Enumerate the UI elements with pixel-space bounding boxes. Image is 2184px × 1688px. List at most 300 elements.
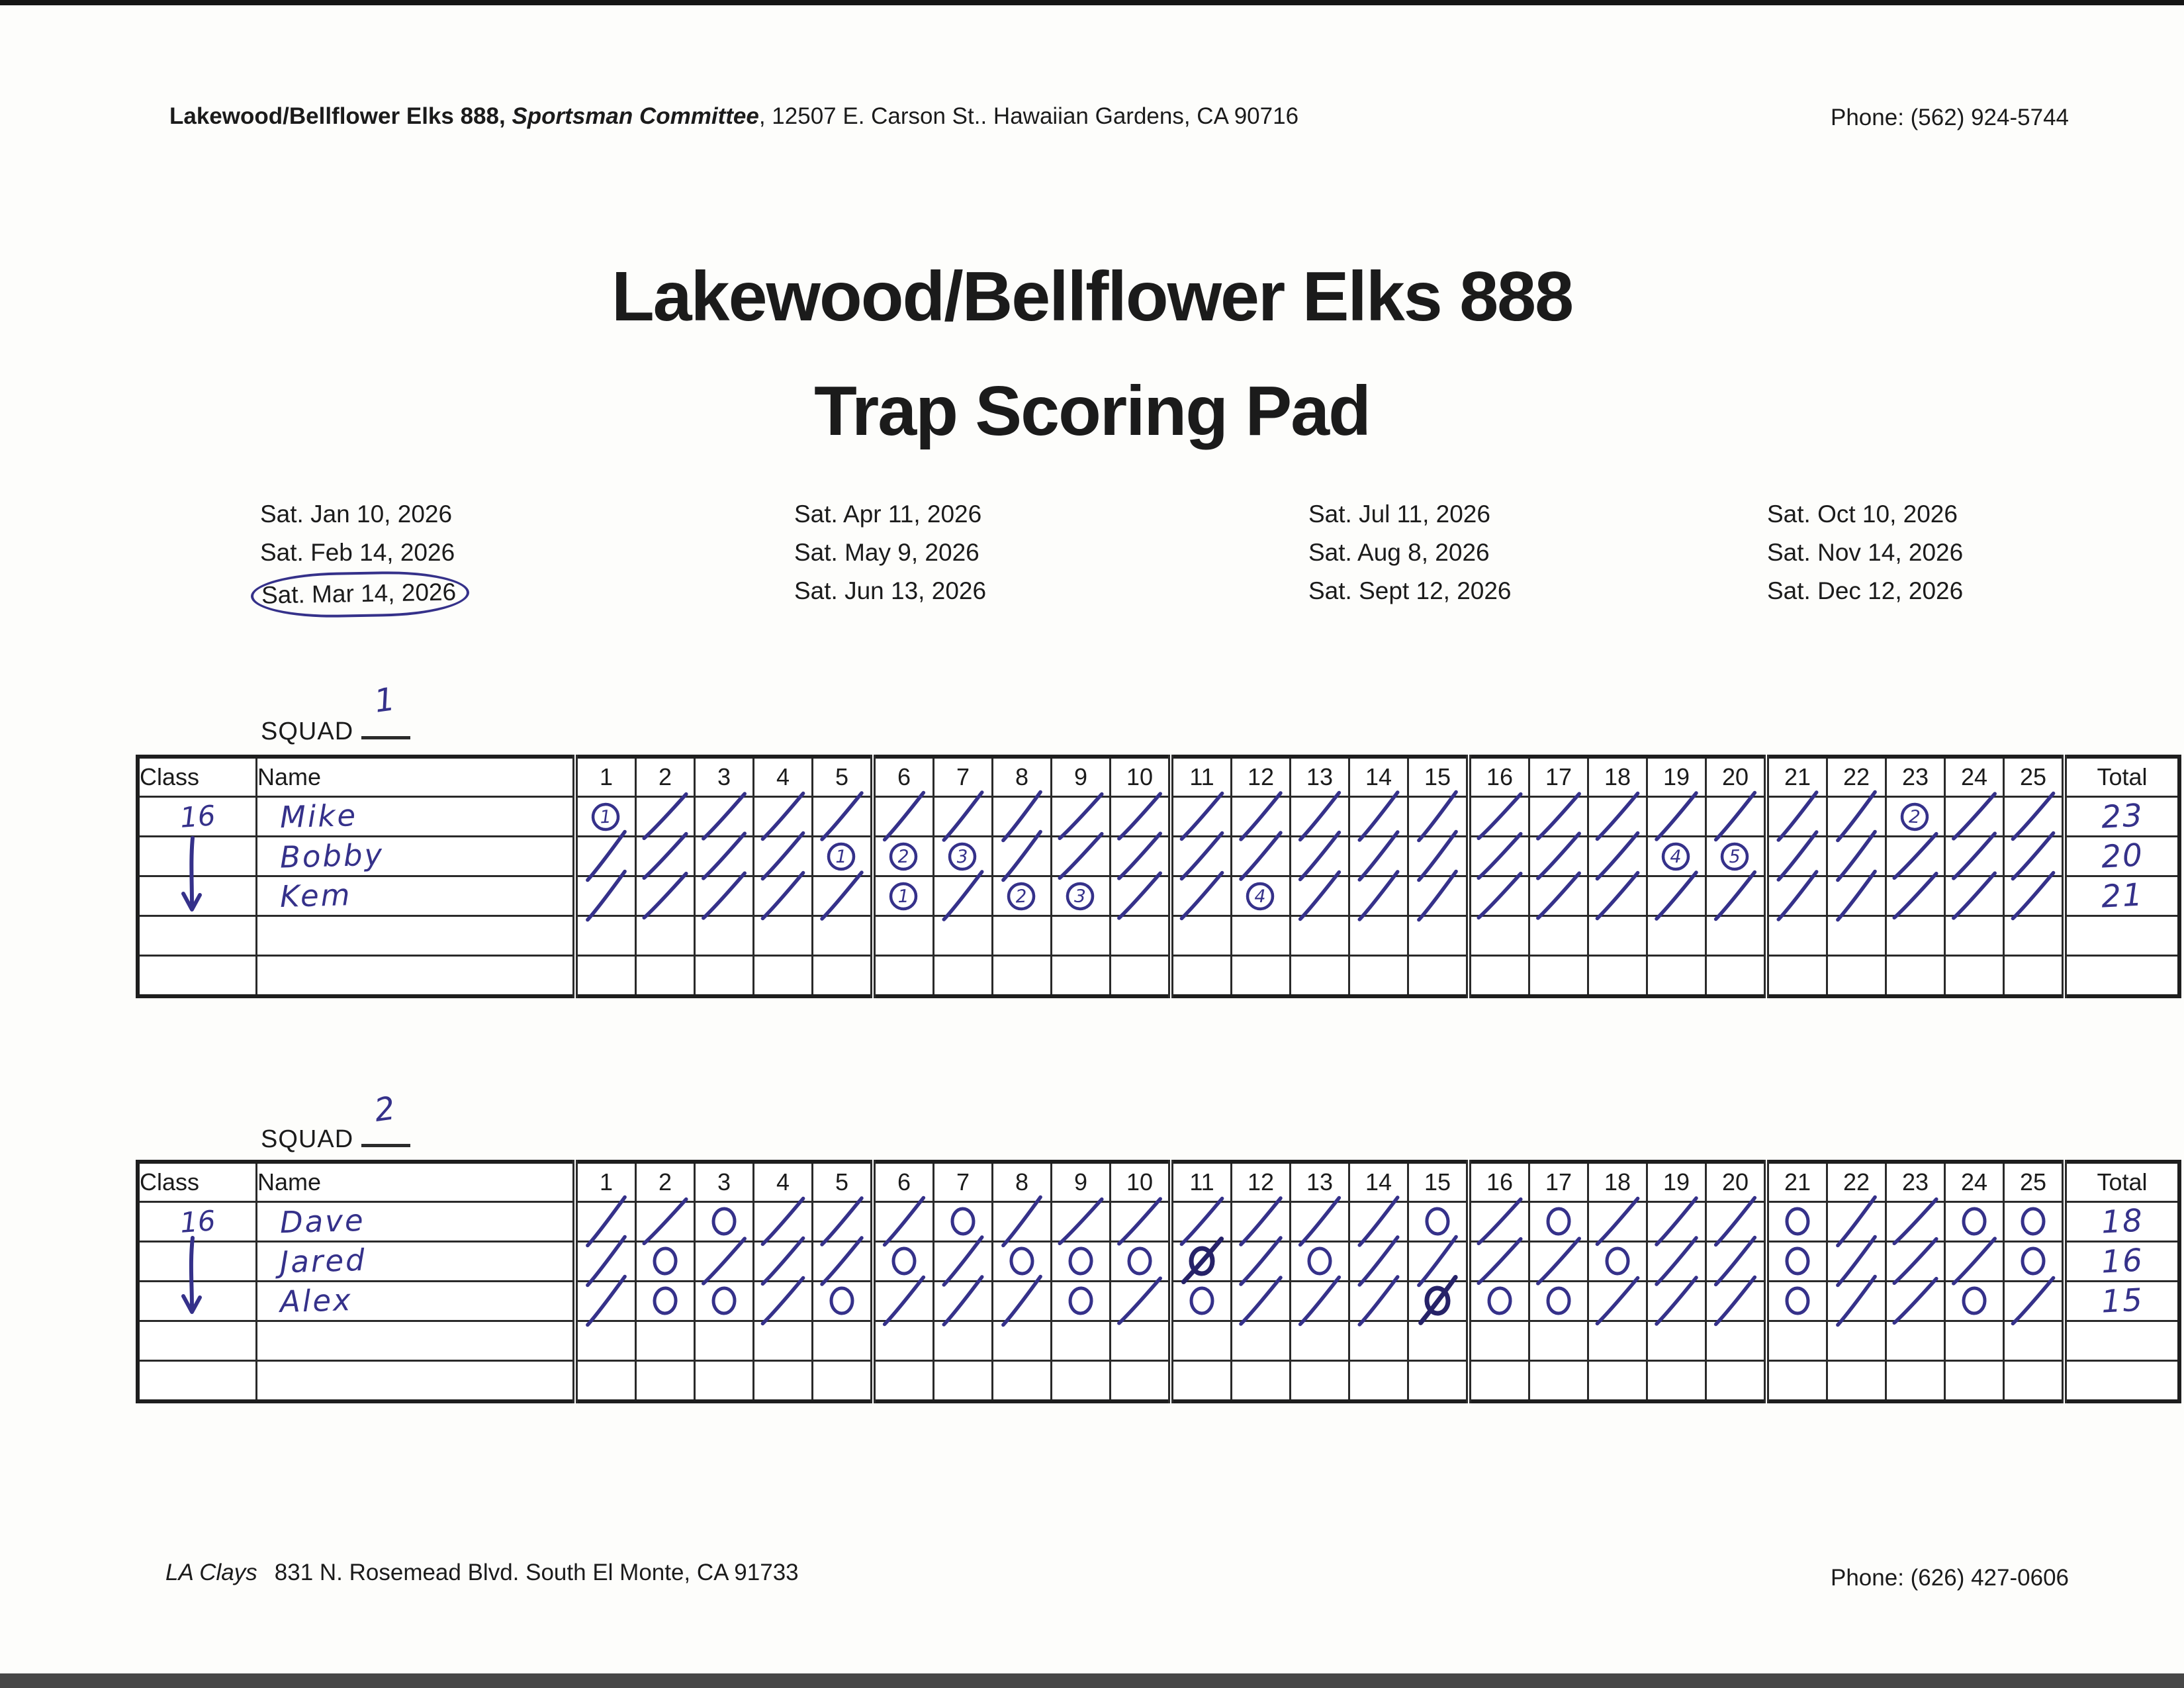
- score-cell: [1232, 956, 1291, 997]
- score-cell: [993, 1202, 1052, 1242]
- hit-slash-mark: [1111, 1202, 1169, 1242]
- date-item: Sat. Nov 14, 2026: [1767, 539, 1964, 566]
- org-address: , 12507 E. Carson St.. Hawaiian Gardens, CA 90716: [758, 103, 1299, 129]
- target-number-header: 7: [934, 1162, 993, 1202]
- hit-slash-mark: [1886, 836, 1945, 876]
- score-cell: [873, 956, 934, 997]
- score-cell: [1291, 1282, 1349, 1321]
- hit-slash-mark: [1471, 876, 1529, 916]
- hit-slash-mark: [754, 1202, 812, 1241]
- score-cell: [1945, 837, 2004, 876]
- target-number-header: 11: [1171, 757, 1232, 797]
- score-cell: [934, 1202, 993, 1242]
- hit-slash-mark: [1173, 876, 1231, 915]
- score-cell: [1291, 837, 1349, 876]
- score-cell: [695, 876, 754, 916]
- hit-slash-mark: [1408, 876, 1467, 916]
- score-cell: [754, 1202, 813, 1242]
- score-cell: [873, 797, 934, 837]
- total-cell: 16: [2064, 1242, 2179, 1282]
- score-cell: [1469, 837, 1529, 876]
- score-cell: [2004, 1321, 2065, 1361]
- hit-slash-mark: [1173, 1202, 1231, 1241]
- date-item: Sat. Jul 11, 2026: [1308, 500, 1490, 528]
- hit-slash-mark: [1945, 876, 2003, 916]
- venue-address: 831 N. Rosemead Blvd. South El Monte, CA 91733: [274, 1560, 799, 1585]
- score-cell: [1588, 837, 1647, 876]
- score-cell: [1469, 797, 1529, 837]
- hit-slash-mark: [1349, 837, 1408, 876]
- score-cell: [575, 1282, 636, 1321]
- score-cell: [636, 956, 695, 997]
- hit-slash-mark: [1052, 836, 1111, 876]
- total-cell: [2064, 956, 2179, 997]
- score-cell: [695, 1361, 754, 1402]
- circled-number-miss-mark: [1648, 837, 1705, 875]
- score-cell: [1945, 916, 2004, 956]
- score-cell: [1111, 837, 1171, 876]
- score-cell: [1588, 797, 1647, 837]
- miss-circle-mark: [1529, 1282, 1588, 1321]
- target-number-header: 13: [1291, 757, 1349, 797]
- hit-slash-mark: [1349, 1202, 1408, 1242]
- circled-number-miss-mark: [577, 796, 636, 837]
- score-cell: [2004, 1282, 2065, 1321]
- score-cell: [1171, 876, 1232, 916]
- target-number-header: 14: [1349, 1162, 1408, 1202]
- target-number-header: 22: [1827, 757, 1886, 797]
- hit-slash-mark: [2005, 797, 2062, 835]
- squad-label-text: SQUAD: [261, 718, 354, 745]
- score-cell: [1171, 916, 1232, 956]
- target-number-header: 21: [1766, 757, 1827, 797]
- score-cell: [1291, 1321, 1349, 1361]
- hit-slash-mark: [636, 1201, 695, 1242]
- score-cell: [1529, 1202, 1588, 1242]
- score-cell: [1886, 1361, 1945, 1402]
- hit-slash-mark: [1052, 1201, 1111, 1242]
- score-cell: [1886, 1242, 1945, 1282]
- hit-slash-mark: [1768, 797, 1827, 837]
- class-cell: 16: [138, 797, 257, 837]
- score-cell: [1647, 916, 1706, 956]
- score-cell: [1469, 876, 1529, 916]
- score-cell: [934, 797, 993, 837]
- target-number-header: 3: [695, 757, 754, 797]
- hit-slash-mark: [1589, 837, 1647, 875]
- shooter-name-cell: [257, 1321, 576, 1361]
- target-number-header: 8: [993, 757, 1052, 797]
- target-number-header: 3: [695, 1162, 754, 1202]
- hit-slash-mark: [695, 1242, 753, 1282]
- score-cell: [575, 837, 636, 876]
- score-cell: [993, 1282, 1052, 1321]
- score-cell: [754, 1282, 813, 1321]
- squad2-label: [261, 1125, 410, 1154]
- shooter-row: [138, 876, 2179, 916]
- score-cell: [1052, 1321, 1111, 1361]
- hit-slash-mark: [1768, 876, 1827, 916]
- score-cell: [1171, 797, 1232, 837]
- score-cell: [1529, 1321, 1588, 1361]
- target-number-header: 23: [1886, 757, 1945, 797]
- score-cell: [2004, 837, 2065, 876]
- shooter-row: [138, 1361, 2179, 1402]
- header-phone: Phone: (562) 924-5744: [1831, 105, 2069, 130]
- score-cell: [813, 797, 874, 837]
- miss-circle-mark: [1529, 1202, 1588, 1242]
- score-cell: [636, 1242, 695, 1282]
- hit-slash-mark: [1886, 1201, 1945, 1242]
- score-table-header-row: [138, 1162, 2179, 1202]
- miss-circle-mark: [1589, 1242, 1647, 1280]
- hit-slash-mark: [1291, 797, 1349, 835]
- score-cell: [754, 1242, 813, 1282]
- document-title: [0, 257, 2184, 451]
- target-number-header: 8: [993, 1162, 1052, 1202]
- score-cell: [873, 1282, 934, 1321]
- score-cell: [695, 1321, 754, 1361]
- hit-slash-mark: [2005, 1282, 2062, 1320]
- score-cell: [1945, 1202, 2004, 1242]
- score-cell: [1349, 956, 1408, 997]
- circled-number-miss-mark: [876, 837, 933, 875]
- score-cell: [1766, 1321, 1827, 1361]
- target-number-header: 24: [1945, 1162, 2004, 1202]
- score-cell: [1766, 1242, 1827, 1282]
- score-cell: [993, 837, 1052, 876]
- hit-slash-mark: [2005, 837, 2062, 875]
- miss-circle-mark: [1052, 1281, 1111, 1321]
- hit-slash-mark: [1291, 1282, 1349, 1320]
- score-cell: [1886, 916, 1945, 956]
- target-number-header: 23: [1886, 1162, 1945, 1202]
- hit-slash-mark: [1589, 797, 1647, 835]
- score-cell: [695, 956, 754, 997]
- target-number-header: 11: [1171, 1162, 1232, 1202]
- miss-circle-mark: [2005, 1202, 2062, 1241]
- score-cell: [1349, 916, 1408, 956]
- score-cell: [1647, 837, 1706, 876]
- score-cell: [873, 876, 934, 916]
- target-number-header: 14: [1349, 757, 1408, 797]
- score-cell: [873, 1202, 934, 1242]
- score-cell: [1291, 1361, 1349, 1402]
- hit-slash-mark: [754, 1282, 812, 1320]
- total-cell: 23: [2064, 797, 2179, 837]
- score-cell: [1827, 876, 1886, 916]
- target-number-header: 18: [1588, 1162, 1647, 1202]
- class-cell: [138, 916, 257, 956]
- miss-circle-mark: [1291, 1242, 1349, 1280]
- squad2-score-table-wrap: [136, 1160, 2148, 1403]
- score-cell: [575, 916, 636, 956]
- score-cell: [1766, 797, 1827, 837]
- score-cell: [636, 916, 695, 956]
- score-cell: [1171, 837, 1232, 876]
- score-cell: [993, 797, 1052, 837]
- score-cell: [1052, 916, 1111, 956]
- score-cell: [1469, 1361, 1529, 1402]
- date-item: Sat. Jun 13, 2026: [794, 577, 987, 604]
- score-cell: [2004, 956, 2065, 997]
- miss-circle-mark: [813, 1282, 870, 1320]
- dates-column-2: [794, 495, 986, 610]
- hit-slash-mark: [754, 797, 812, 835]
- hit-slash-mark: [876, 1282, 933, 1320]
- score-cell: [1469, 1242, 1529, 1282]
- miss-circle-mark: [695, 1202, 753, 1242]
- score-cell: [1827, 1202, 1886, 1242]
- squad-number-blank-line: [361, 1144, 410, 1147]
- score-cell: [1171, 956, 1232, 997]
- circled-number-miss-mark: [1707, 837, 1764, 875]
- circled-number-miss-mark: [1052, 876, 1111, 916]
- score-cell: [1469, 956, 1529, 997]
- venue-name: LA Clays: [165, 1560, 257, 1585]
- score-cell: [1706, 797, 1767, 837]
- circled-number-miss-mark: [876, 876, 933, 915]
- hit-slash-mark: [636, 876, 695, 916]
- hit-slash-mark: [695, 876, 753, 916]
- total-cell: 15: [2064, 1282, 2179, 1321]
- hit-slash-mark: [1111, 876, 1169, 916]
- hit-slash-mark: [1648, 1282, 1705, 1320]
- hit-slash-mark: [636, 796, 695, 837]
- score-cell: [1647, 956, 1706, 997]
- shooter-name-cell: [257, 916, 576, 956]
- score-cell: [1111, 1321, 1171, 1361]
- circled-number-miss-mark: [1232, 877, 1289, 915]
- class-column-header: Class: [138, 757, 257, 797]
- hit-slash-mark: [1471, 1201, 1529, 1242]
- score-cell: [1706, 1321, 1767, 1361]
- title-line2: Trap Scoring Pad: [814, 372, 1370, 450]
- score-cell: [873, 916, 934, 956]
- hit-slash-mark: [1648, 1203, 1705, 1241]
- score-cell: [1945, 956, 2004, 997]
- score-cell: [873, 1361, 934, 1402]
- hit-slash-mark: [813, 1203, 870, 1241]
- target-number-header: 20: [1706, 1162, 1767, 1202]
- score-cell: [1232, 1242, 1291, 1282]
- score-cell: [1529, 1361, 1588, 1402]
- score-cell: [934, 1242, 993, 1282]
- target-number-header: 13: [1291, 1162, 1349, 1202]
- target-number-header: 12: [1232, 757, 1291, 797]
- miss-circle-mark: [636, 1281, 695, 1321]
- hit-slash-mark: [1886, 1241, 1945, 1282]
- overwritten-circle-slash-mark: [1408, 1281, 1467, 1321]
- hit-slash-mark: [813, 1243, 870, 1280]
- score-cell: [813, 837, 874, 876]
- score-cell: [1647, 1361, 1706, 1402]
- hit-slash-mark: [1886, 876, 1945, 916]
- score-cell: [754, 1361, 813, 1402]
- score-cell: [1469, 1282, 1529, 1321]
- score-cell: [754, 797, 813, 837]
- score-cell: [1111, 956, 1171, 997]
- score-cell: [1529, 956, 1588, 997]
- score-cell: [1052, 1242, 1111, 1282]
- shooter-name-cell: Bobby: [257, 837, 576, 876]
- date-item: Sat. Sept 12, 2026: [1308, 577, 1512, 604]
- hit-slash-mark: [1173, 797, 1231, 835]
- hit-slash-mark: [1232, 1282, 1289, 1320]
- class-ditto-arrow-icon: [177, 1238, 207, 1317]
- score-cell: [934, 1361, 993, 1402]
- score-cell: [1232, 876, 1291, 916]
- hit-slash-mark: [754, 837, 812, 875]
- score-cell: [1766, 956, 1827, 997]
- shooter-name-cell: Jared: [257, 1242, 576, 1282]
- score-cell: [813, 916, 874, 956]
- hit-slash-mark: [1291, 837, 1349, 875]
- hit-slash-mark: [1827, 836, 1886, 876]
- hit-slash-mark: [993, 836, 1052, 876]
- score-cell: [993, 1242, 1052, 1282]
- shooter-name-cell: [257, 1361, 576, 1402]
- shooter-row: [138, 916, 2179, 956]
- squad-label-text: SQUAD: [261, 1125, 354, 1153]
- target-number-header: 9: [1052, 757, 1111, 797]
- score-cell: [1588, 876, 1647, 916]
- hit-slash-mark: [1529, 837, 1588, 876]
- hit-slash-mark: [1173, 837, 1231, 875]
- score-cell: [636, 797, 695, 837]
- miss-circle-mark: [1768, 1242, 1827, 1282]
- score-cell: [1827, 1282, 1886, 1321]
- score-cell: [1349, 1282, 1408, 1321]
- score-cell: [2004, 876, 2065, 916]
- target-number-header: 5: [813, 757, 874, 797]
- hit-slash-mark: [1291, 876, 1349, 915]
- score-cell: [636, 1321, 695, 1361]
- shooter-row: [138, 1282, 2179, 1321]
- svg-text:2: 2: [1015, 886, 1028, 908]
- target-number-header: 1: [575, 1162, 636, 1202]
- score-cell: [1945, 1242, 2004, 1282]
- score-cell: [1349, 876, 1408, 916]
- class-cell: 16: [138, 1202, 257, 1242]
- name-column-header: Name: [257, 1162, 576, 1202]
- hit-slash-mark: [934, 797, 992, 837]
- miss-circle-mark: [1945, 1282, 2003, 1321]
- score-cell: [1349, 837, 1408, 876]
- score-cell: [1827, 797, 1886, 837]
- score-cell: [873, 1321, 934, 1361]
- score-cell: [754, 876, 813, 916]
- footer-venue-line: [165, 1560, 799, 1586]
- score-cell: [1111, 797, 1171, 837]
- hit-slash-mark: [1529, 797, 1588, 837]
- score-cell: [1706, 1202, 1767, 1242]
- name-column-header: Name: [257, 757, 576, 797]
- hit-slash-mark: [934, 1242, 992, 1282]
- squad2-score-table: [136, 1160, 2181, 1403]
- score-cell: [1052, 797, 1111, 837]
- score-cell: [1349, 1242, 1408, 1282]
- score-cell: [873, 1242, 934, 1282]
- score-cell: [636, 1202, 695, 1242]
- hit-slash-mark: [1707, 1242, 1764, 1280]
- score-cell: [934, 1282, 993, 1321]
- date-item: Sat. Dec 12, 2026: [1767, 577, 1964, 604]
- score-cell: [1886, 876, 1945, 916]
- squad1-score-table: [136, 755, 2181, 998]
- overwritten-circle-slash-mark: [1173, 1242, 1231, 1280]
- score-cell: [1052, 876, 1111, 916]
- score-cell: [636, 1361, 695, 1402]
- score-cell: [575, 956, 636, 997]
- score-cell: [1171, 1361, 1232, 1402]
- score-cell: [813, 1361, 874, 1402]
- hit-slash-mark: [577, 1281, 636, 1321]
- miss-circle-mark: [934, 1202, 992, 1242]
- squad1-score-table-wrap: [136, 755, 2148, 998]
- score-cell: [1349, 1361, 1408, 1402]
- target-number-header: 9: [1052, 1162, 1111, 1202]
- score-cell: [1052, 1202, 1111, 1242]
- score-cell: [754, 916, 813, 956]
- hit-slash-mark: [1111, 797, 1169, 837]
- target-number-header: 19: [1647, 757, 1706, 797]
- score-cell: [1886, 1282, 1945, 1321]
- hit-slash-mark: [1471, 836, 1529, 876]
- hit-slash-mark: [1349, 1242, 1408, 1282]
- score-cell: [1886, 1202, 1945, 1242]
- miss-circle-mark: [993, 1241, 1052, 1282]
- score-cell: [1171, 1321, 1232, 1361]
- score-cell: [1529, 1242, 1588, 1282]
- score-cell: [813, 1282, 874, 1321]
- svg-text:1: 1: [897, 886, 909, 908]
- score-cell: [1706, 916, 1767, 956]
- svg-text:1: 1: [599, 806, 612, 828]
- target-number-header: 5: [813, 1162, 874, 1202]
- shooter-name-cell: Kem: [257, 876, 576, 916]
- score-cell: [1232, 1321, 1291, 1361]
- score-cell: [1827, 1242, 1886, 1282]
- hit-slash-mark: [695, 837, 753, 876]
- hit-slash-mark: [993, 1281, 1052, 1321]
- score-cell: [1408, 1242, 1469, 1282]
- circled-number-miss-mark: [993, 876, 1052, 916]
- score-cell: [1529, 797, 1588, 837]
- target-number-header: 17: [1529, 757, 1588, 797]
- hit-slash-mark: [1827, 1201, 1886, 1242]
- title-line1: Lakewood/Bellflower Elks 888: [611, 258, 1573, 336]
- score-cell: [1408, 837, 1469, 876]
- hit-slash-mark: [1408, 796, 1467, 837]
- score-cell: [1529, 876, 1588, 916]
- date-item: Sat. Oct 10, 2026: [1767, 500, 1958, 528]
- score-cell: [2004, 1361, 2065, 1402]
- score-cell: [993, 1361, 1052, 1402]
- target-number-header: 2: [636, 757, 695, 797]
- score-cell: [575, 1361, 636, 1402]
- target-number-header: 22: [1827, 1162, 1886, 1202]
- score-cell: [1827, 1361, 1886, 1402]
- score-cell: [575, 876, 636, 916]
- score-table-header-row: [138, 757, 2179, 797]
- class-cell: [138, 956, 257, 997]
- target-number-header: 1: [575, 757, 636, 797]
- miss-circle-mark: [1945, 1202, 2003, 1242]
- score-cell: [1111, 1361, 1171, 1402]
- hit-slash-mark: [1589, 1282, 1647, 1320]
- target-number-header: 24: [1945, 757, 2004, 797]
